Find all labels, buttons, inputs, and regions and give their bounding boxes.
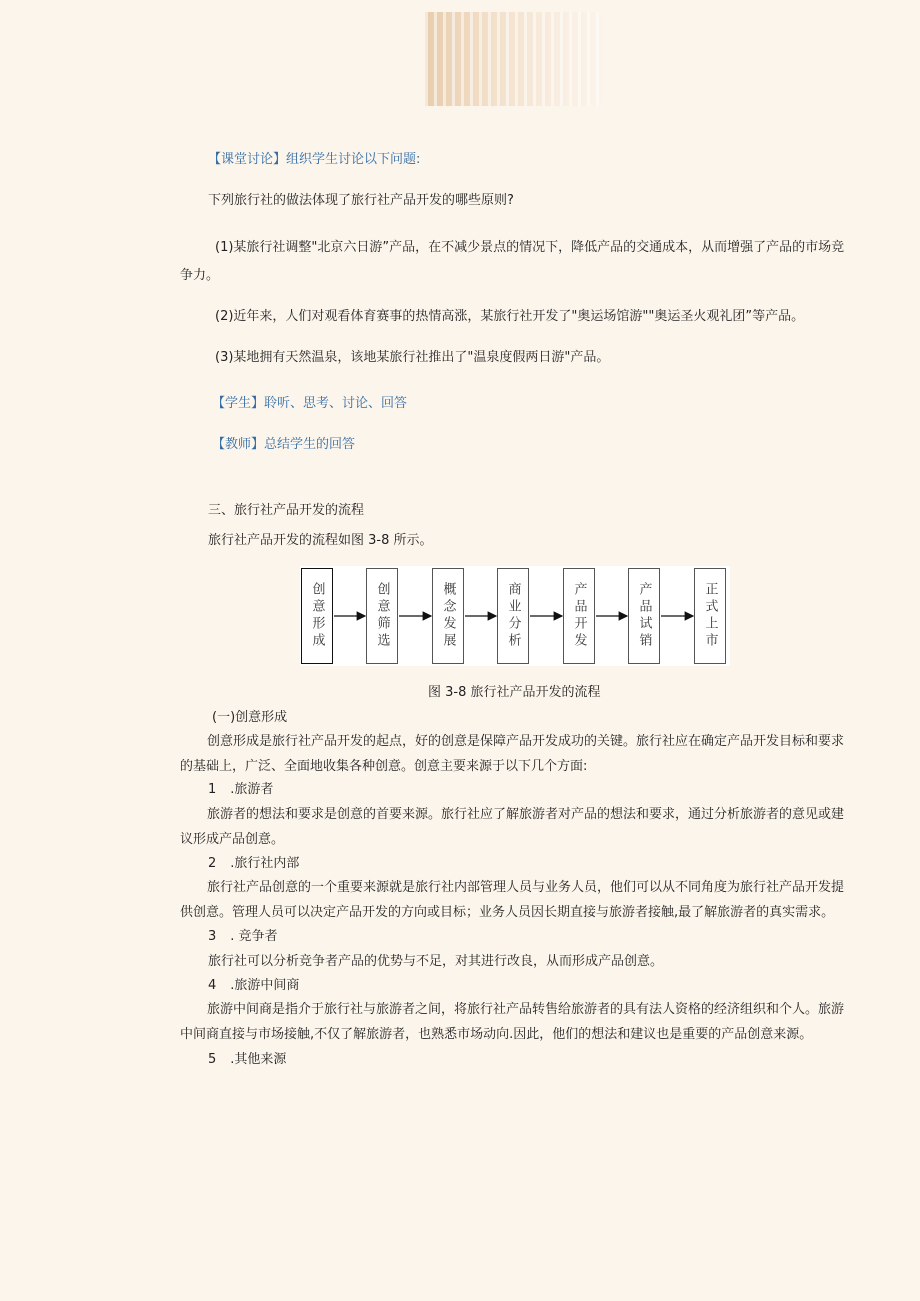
source-3-label: . 竞争者 [230,929,278,944]
flow-step-3: 概念发展 [432,568,464,664]
source-1-label: .旅游者 [230,782,274,797]
source-4-text: 旅游中间商是指介于旅行社与旅游者之间，将旅行社产品转售给旅游者的具有法人资格的经济组织和个人。旅游中间商直接与市场接触,不仅了解旅游者，也熟悉市场动向.因此，他们的想法和建议也是重要的产品创意来源。 [180,1002,845,1042]
source-2-label: .旅行社内部 [230,856,300,871]
section-title: 三、旅行社产品开发的流程 [208,503,365,518]
discussion-item-2: (2)近年来，人们对观看体育赛事的热情高涨，某旅行社开发了"奥运场馆游""奥运圣火观礼团”等产品。 [215,309,805,324]
figure-caption: 图 3-8 旅行社产品开发的流程 [428,685,601,700]
discussion-heading: 【课堂讨论】组织学生讨论以下问题: [208,152,421,167]
subsection-title: (一)创意形成 [212,710,288,725]
flow-step-7: 正式上市 [694,568,726,664]
source-1-heading [208,781,273,799]
flow-step-1: 创意形成 [301,568,333,664]
source-2-text: 旅行社产品创意的一个重要来源就是旅行社内部管理人员与业务人员，他们可以从不同角度为旅行社产品开发提供创意。管理人员可以决定产品开发的方向或目标；业务人员因长期直接与旅游者接触,最了解旅游者的真实需求。 [180,880,845,920]
source-5-label: .其他来源 [230,1052,287,1067]
source-1-text: 旅游者的想法和要求是创意的首要来源。旅行社应了解旅游者对产品的想法和要求，通过分析旅游者的意见或建议形成产品创意。 [180,807,845,847]
flow-step-4: 商业分析 [497,568,529,664]
source-2-num: 2 [208,856,217,871]
subsection-intro: 创意形成是旅行社产品开发的起点，好的创意是保障产品开发成功的关键。旅行社应在确定产品开发目标和要求的基础上，广泛、全面地收集各种创意。创意主要来源于以下几个方面: [180,734,845,774]
source-4-heading [208,977,299,995]
source-5-heading [208,1051,286,1069]
source-3-heading [208,928,278,946]
header-decoration-image [425,12,605,106]
section-intro: 旅行社产品开发的流程如图 3-8 所示。 [208,533,433,548]
source-4-num: 4 [208,978,217,993]
flow-step-2: 创意筛选 [366,568,398,664]
flow-step-5: 产品开发 [563,568,595,664]
source-3-text: 旅行社可以分析竞争者产品的优势与不足，对其进行改良，从而形成产品创意。 [208,954,664,969]
student-activity: 【学生】聆听、思考、讨论、回答 [212,396,408,411]
teacher-activity: 【教师】总结学生的回答 [212,437,356,452]
source-4-label: .旅游中间商 [230,978,300,993]
flow-step-6: 产品试销 [628,568,660,664]
source-3-num: 3 [208,929,217,944]
discussion-question: 下列旅行社的做法体现了旅行社产品开发的哪些原则? [208,193,514,208]
discussion-item-3: (3)某地拥有天然温泉，该地某旅行社推出了"温泉度假两日游"产品。 [215,350,610,365]
source-2-heading [208,855,299,873]
discussion-item-1: (1)某旅行社调整"北京六日游”产品，在不减少景点的情况下，降低产品的交通成本，从而增强了产品的市场竞争力。 [180,240,845,283]
source-1-num: 1 [208,782,217,797]
source-5-num: 5 [208,1052,217,1067]
